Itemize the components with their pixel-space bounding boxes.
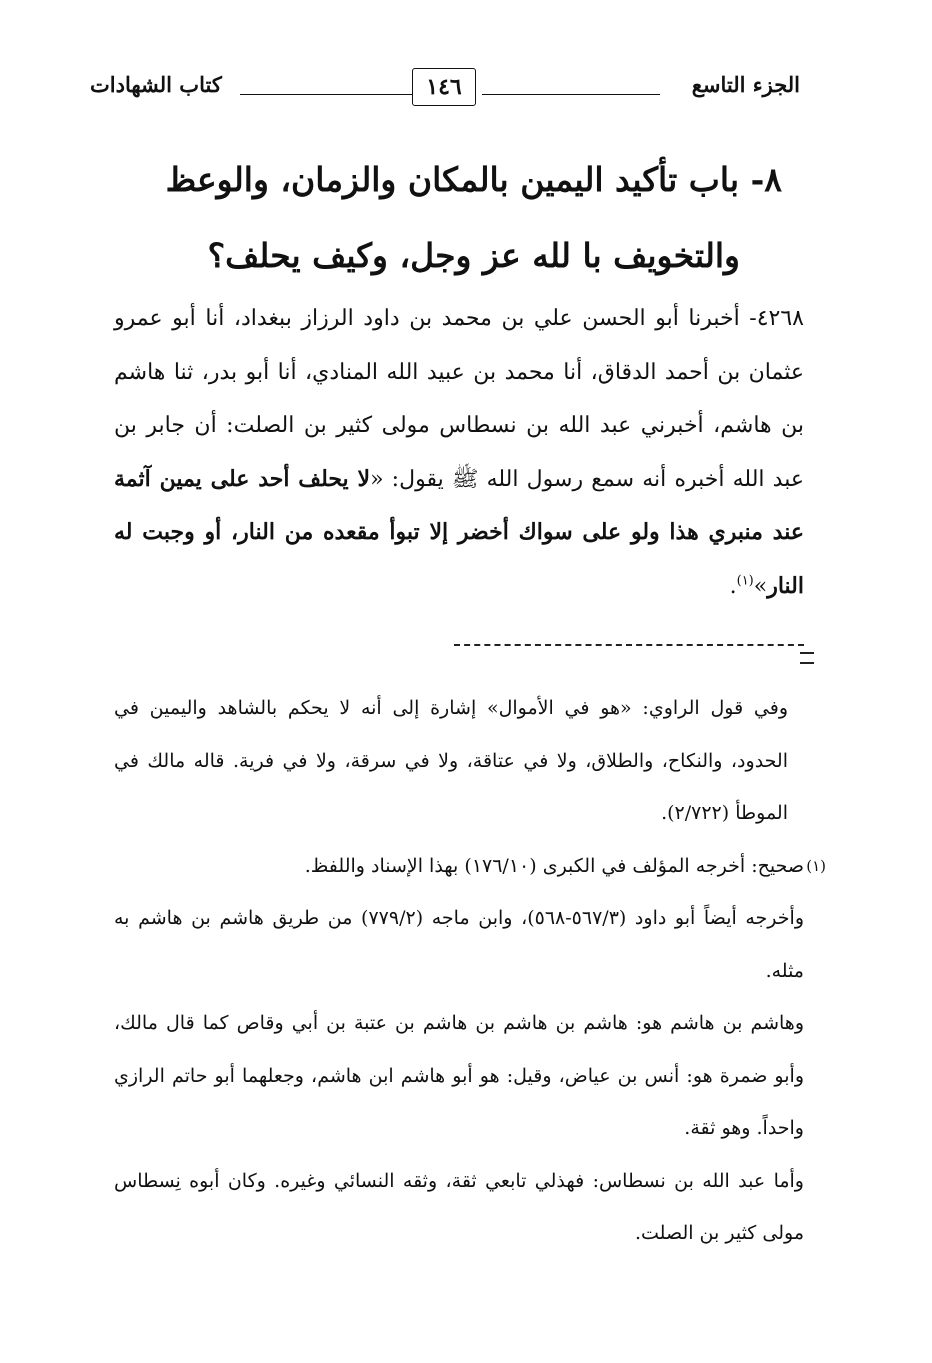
note-intro: وفي قول الراوي: «هو في الأموال» إشارة إلى أنه لا يحكم بالشاهد واليمين في الحدود، والنكاح، والطلاق، ولا في عتاقة، ولا في سرقة، ولا في فرية. قاله مالك في الموطأ (٢/٧٢٢). [114, 697, 788, 824]
chapter-title-line-2: والتخويف با لله عز وجل، وكيف يحلف؟ [207, 236, 740, 275]
volume-label: الجزء التاسع [691, 72, 800, 97]
footnote-4: وأما عبد الله بن نسطاس: فهذلي تابعي ثقة، وثقه النسائي وغيره. وكان أبوه نِسطاس مولى كثير بن الصلت. [114, 1169, 804, 1244]
footnote-1 [114, 840, 826, 893]
chapter-title [142, 142, 782, 294]
hadith-text [114, 292, 804, 613]
hadith-end: . [729, 573, 737, 599]
page-number: ١٤٦ [412, 68, 476, 106]
header-rule-right [482, 94, 660, 95]
hadith-isnad: ٤٢٦٨- أخبرنا أبو الحسن علي بن محمد بن داود الرزاز ببغداد، أنا أبو عمرو عثمان بن أحمد الدقاق، أنا محمد بن عبيد الله المنادي، أنا أبو بدر، ثنا هاشم بن هاشم، أخبرني عبد الله بن نسطاس مولى كثير بن الصلت: أن جابر بن عبد الله أخبره أنه سمع رسول الله ﷺ يقول: « [114, 306, 804, 492]
quote-close: » [753, 573, 768, 599]
footnote-marker: (١) [806, 856, 826, 875]
running-header [90, 64, 800, 114]
hadith-paragraph [114, 292, 804, 613]
footnote-separator [454, 644, 804, 646]
separator-mark [800, 652, 814, 664]
footnote-ref: (١) [736, 573, 754, 589]
footnote-1-text: صحيح: أخرجه المؤلف في الكبرى (١٧٦/١٠) بهذا الإسناد واللفظ. [304, 854, 804, 877]
hadith-matn: لا يحلف أحد على يمين آثمة عند منبري هذا ولو على سواك أخضر إلا تبوأ مقعده من النار، أو وجبت له النار [114, 465, 804, 599]
header-rule-left [240, 94, 412, 95]
book-label: كتاب الشهادات [90, 72, 222, 97]
footnote-2: وأخرجه أيضاً أبو داود (٥٦٧/٣-٥٦٨)، وابن ماجه (٧٧٩/٢) من طريق هاشم بن هاشم به مثله. [114, 907, 804, 982]
footnotes [114, 682, 826, 1260]
footnote-3: وهاشم بن هاشم هو: هاشم بن هاشم بن هاشم بن عتبة بن أبي وقاص كما قال مالك، وأبو ضمرة هو: أنس بن عياض، وقيل: هو أبو هاشم ابن هاشم، وجعلهما أبو حاتم الرازي واحداً. وهو ثقة. [114, 1012, 804, 1139]
chapter-title-line-1: ٨- باب تأكيد اليمين بالمكان والزمان، والوعظ [165, 160, 782, 199]
